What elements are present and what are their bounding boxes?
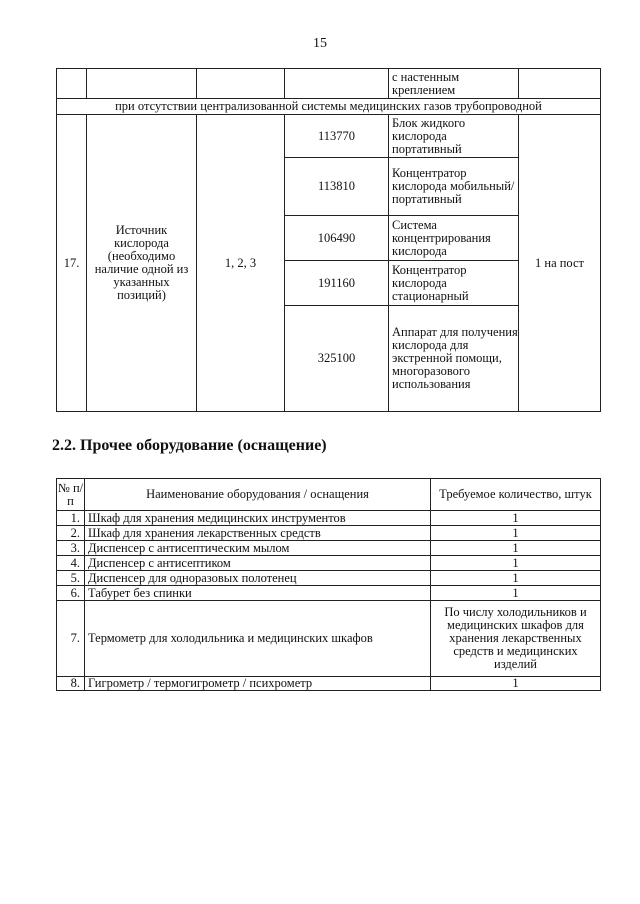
table-row — [57, 541, 601, 556]
cell-name: Диспенсер с антисептическим мылом — [85, 541, 431, 556]
cell-num: 2. — [57, 526, 85, 541]
cell-num: 6. — [57, 586, 85, 601]
section-heading: 2.2. Прочее оборудование (оснащение) — [52, 437, 327, 454]
cell-num: 5. — [57, 571, 85, 586]
cell-name: Табурет без спинки — [85, 586, 431, 601]
cell-prev-row-text: с настенным креплением — [389, 69, 519, 99]
cell-num: 7. — [57, 601, 85, 677]
cell-subitem-code: 191160 — [285, 261, 389, 306]
cell-item-name: Источник кислорода (необходимо наличие одной из указанных позиций) — [87, 115, 197, 412]
table-row — [57, 511, 601, 526]
cell-subitem-name: Система концентрирования кислорода — [389, 216, 519, 261]
table-row — [57, 69, 601, 99]
cell-qty: По числу холодильников и медицинских шкафов для хранения лекарственных средств и медицинских изделий — [431, 601, 601, 677]
header-num: № п/п — [57, 479, 85, 511]
header-qty: Требуемое количество, штук — [431, 479, 601, 511]
section-row — [57, 99, 601, 115]
cell-num: 4. — [57, 556, 85, 571]
cell-num: 1. — [57, 511, 85, 526]
cell-subitem-code: 106490 — [285, 216, 389, 261]
cell-subitem-code: 325100 — [285, 306, 389, 412]
oxygen-equipment-table — [56, 68, 601, 412]
cell-subitem-name: Концентратор кислорода мобильный/ портативный — [389, 158, 519, 216]
cell-qty: 1 — [431, 677, 601, 691]
cell-num: 8. — [57, 677, 85, 691]
cell-qty: 1 — [431, 556, 601, 571]
cell-subitem-name: Концентратор кислорода стационарный — [389, 261, 519, 306]
cell-item-number: 17. — [57, 115, 87, 412]
cell-subitem-name: Блок жидкого кислорода портативный — [389, 115, 519, 158]
page-number: 15 — [313, 36, 327, 51]
cell-qty: 1 — [431, 586, 601, 601]
table-row — [57, 586, 601, 601]
table-row — [57, 601, 601, 677]
cell-subitem-code: 113810 — [285, 158, 389, 216]
cell-subitem-name: Аппарат для получения кислорода для экстренной помощи, многоразового использования — [389, 306, 519, 412]
table-header-row — [57, 479, 601, 511]
cell-name: Диспенсер с антисептиком — [85, 556, 431, 571]
cell-item-quantity: 1 на пост — [519, 115, 601, 412]
cell-subitem-code: 113770 — [285, 115, 389, 158]
cell-qty: 1 — [431, 526, 601, 541]
cell-name: Шкаф для хранения лекарственных средств — [85, 526, 431, 541]
cell-name: Гигрометр / термогигрометр / психрометр — [85, 677, 431, 691]
table-row — [57, 571, 601, 586]
table-row — [57, 556, 601, 571]
table-row — [57, 677, 601, 691]
cell-qty: 1 — [431, 541, 601, 556]
cell-section-row: при отсутствии централизованной системы медицинских газов трубопроводной — [57, 99, 601, 115]
cell-qty: 1 — [431, 511, 601, 526]
cell-name: Диспенсер для одноразовых полотенец — [85, 571, 431, 586]
other-equipment-table — [56, 478, 601, 691]
cell-qty: 1 — [431, 571, 601, 586]
cell-name: Термометр для холодильника и медицинских шкафов — [85, 601, 431, 677]
cell-item-sections: 1, 2, 3 — [197, 115, 285, 412]
header-name: Наименование оборудования / оснащения — [85, 479, 431, 511]
cell-name: Шкаф для хранения медицинских инструментов — [85, 511, 431, 526]
table-row — [57, 115, 601, 158]
table-row — [57, 526, 601, 541]
cell-num: 3. — [57, 541, 85, 556]
